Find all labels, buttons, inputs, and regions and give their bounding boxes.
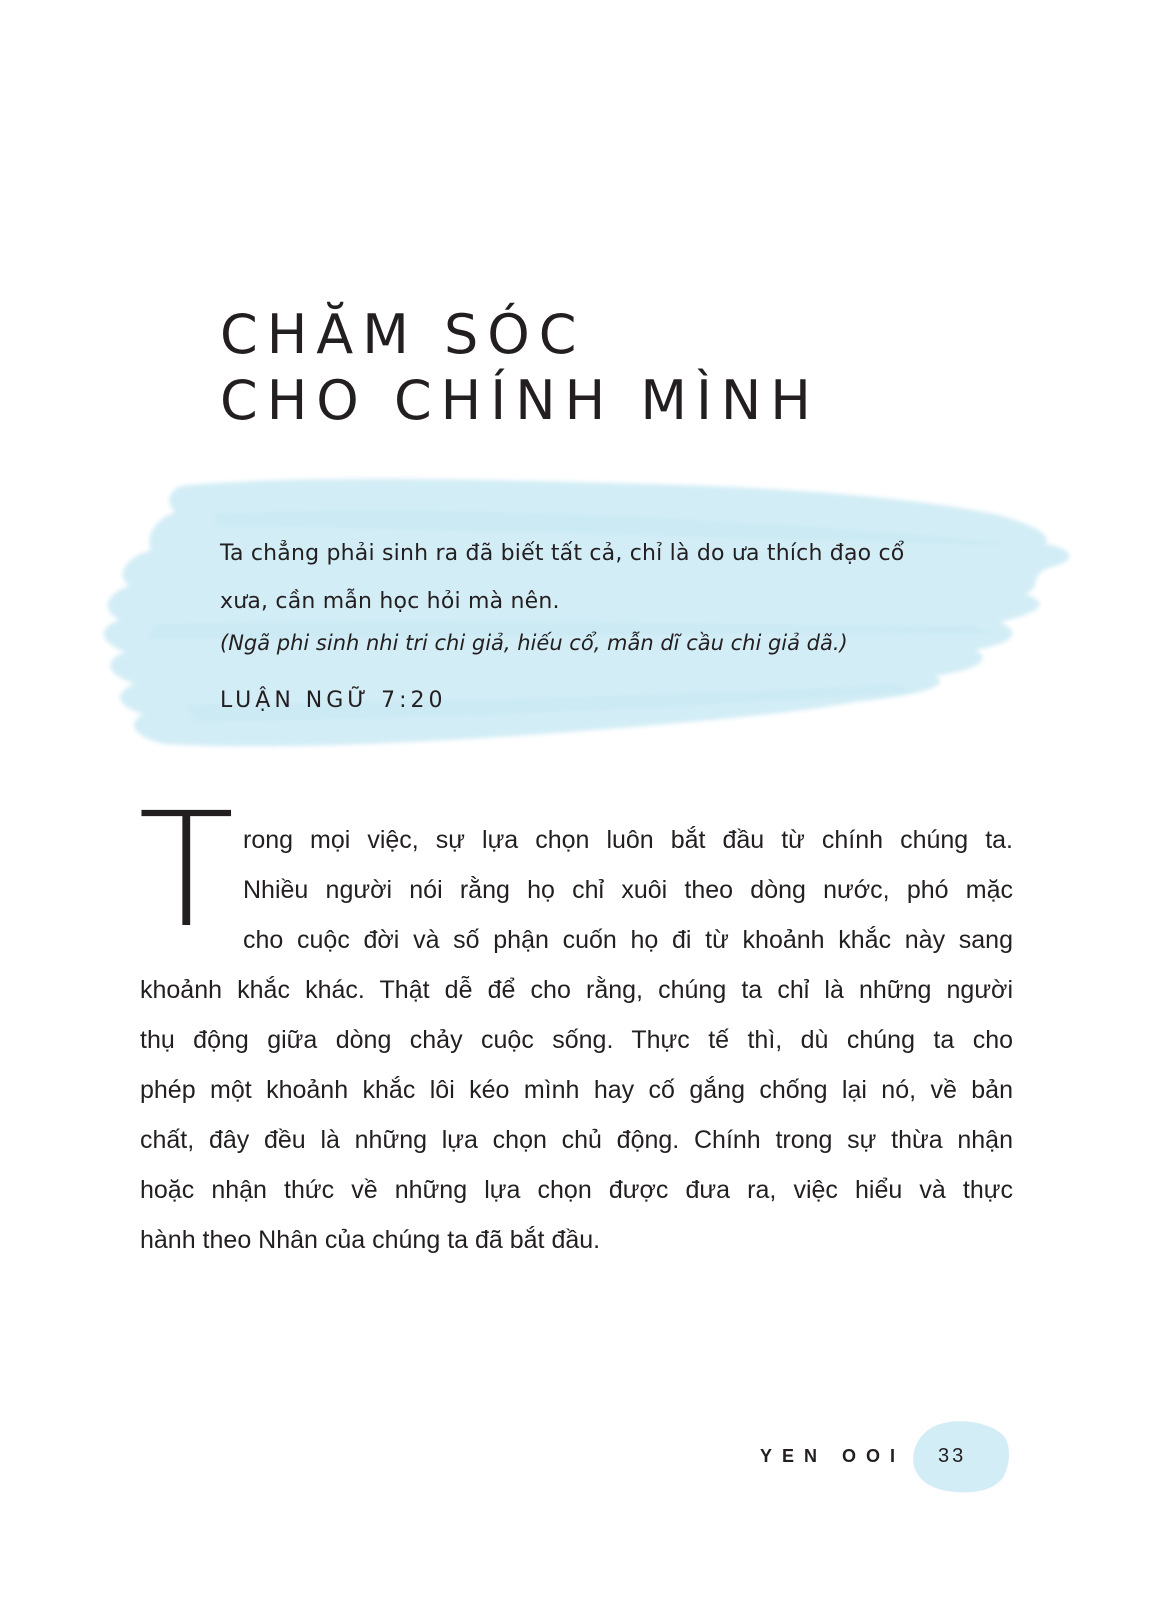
body-line: Nhiều người nói rằng họ chỉ xuôi theo dòng nước, phó mặc [243,876,1013,904]
body-line: chất, đây đều là những lựa chọn chủ động. Chính trong sự thừa nhận [140,1126,1013,1154]
drop-cap: T [138,779,235,963]
body-line: rong mọi việc, sự lựa chọn luôn bắt đầu từ chính chúng ta. [243,826,1013,854]
body-line: thụ động giữa dòng chảy cuộc sống. Thực tế thì, dù chúng ta cho [140,1026,1013,1054]
page-number: 33 [938,1445,967,1467]
epigraph [220,530,980,713]
epigraph-quote-line-2: xưa, cần mẫn học hỏi mà nên. [220,589,560,614]
epigraph-original: (Ngã phi sinh nhi tri chi giả, hiếu cổ, mẫn dĩ cầu chi giả dã.) [220,631,848,655]
chapter-title-line-2: CHO CHÍNH MÌNH [220,369,820,432]
body-line: phép một khoảnh khắc lôi kéo mình hay cố gắng chống lại nó, về bản [140,1076,1013,1104]
author-name: YEN OOI [760,1446,906,1466]
epigraph-quote-line-1: Ta chẳng phải sinh ra đã biết tất cả, chỉ là do ưa thích đạo cổ [220,541,905,566]
body-line: hành theo Nhân của chúng ta đã bắt đầu. [140,1226,601,1254]
epigraph-source: LUẬN NGỮ 7:20 [220,688,447,713]
epigraph-quote [220,530,980,626]
body-paragraph [140,815,1013,1265]
body-line: khoảnh khắc khác. Thật dễ để cho rằng, chúng ta chỉ là những người [140,976,1013,1004]
body-line: cho cuộc đời và số phận cuốn họ đi từ khoảnh khắc này sang [243,926,1013,954]
chapter-title [220,302,820,434]
chapter-title-line-1: CHĂM SÓC [220,303,586,366]
body-line: hoặc nhận thức về những lựa chọn được đưa ra, việc hiểu và thực [140,1176,1013,1204]
page-footer [700,1420,1020,1500]
